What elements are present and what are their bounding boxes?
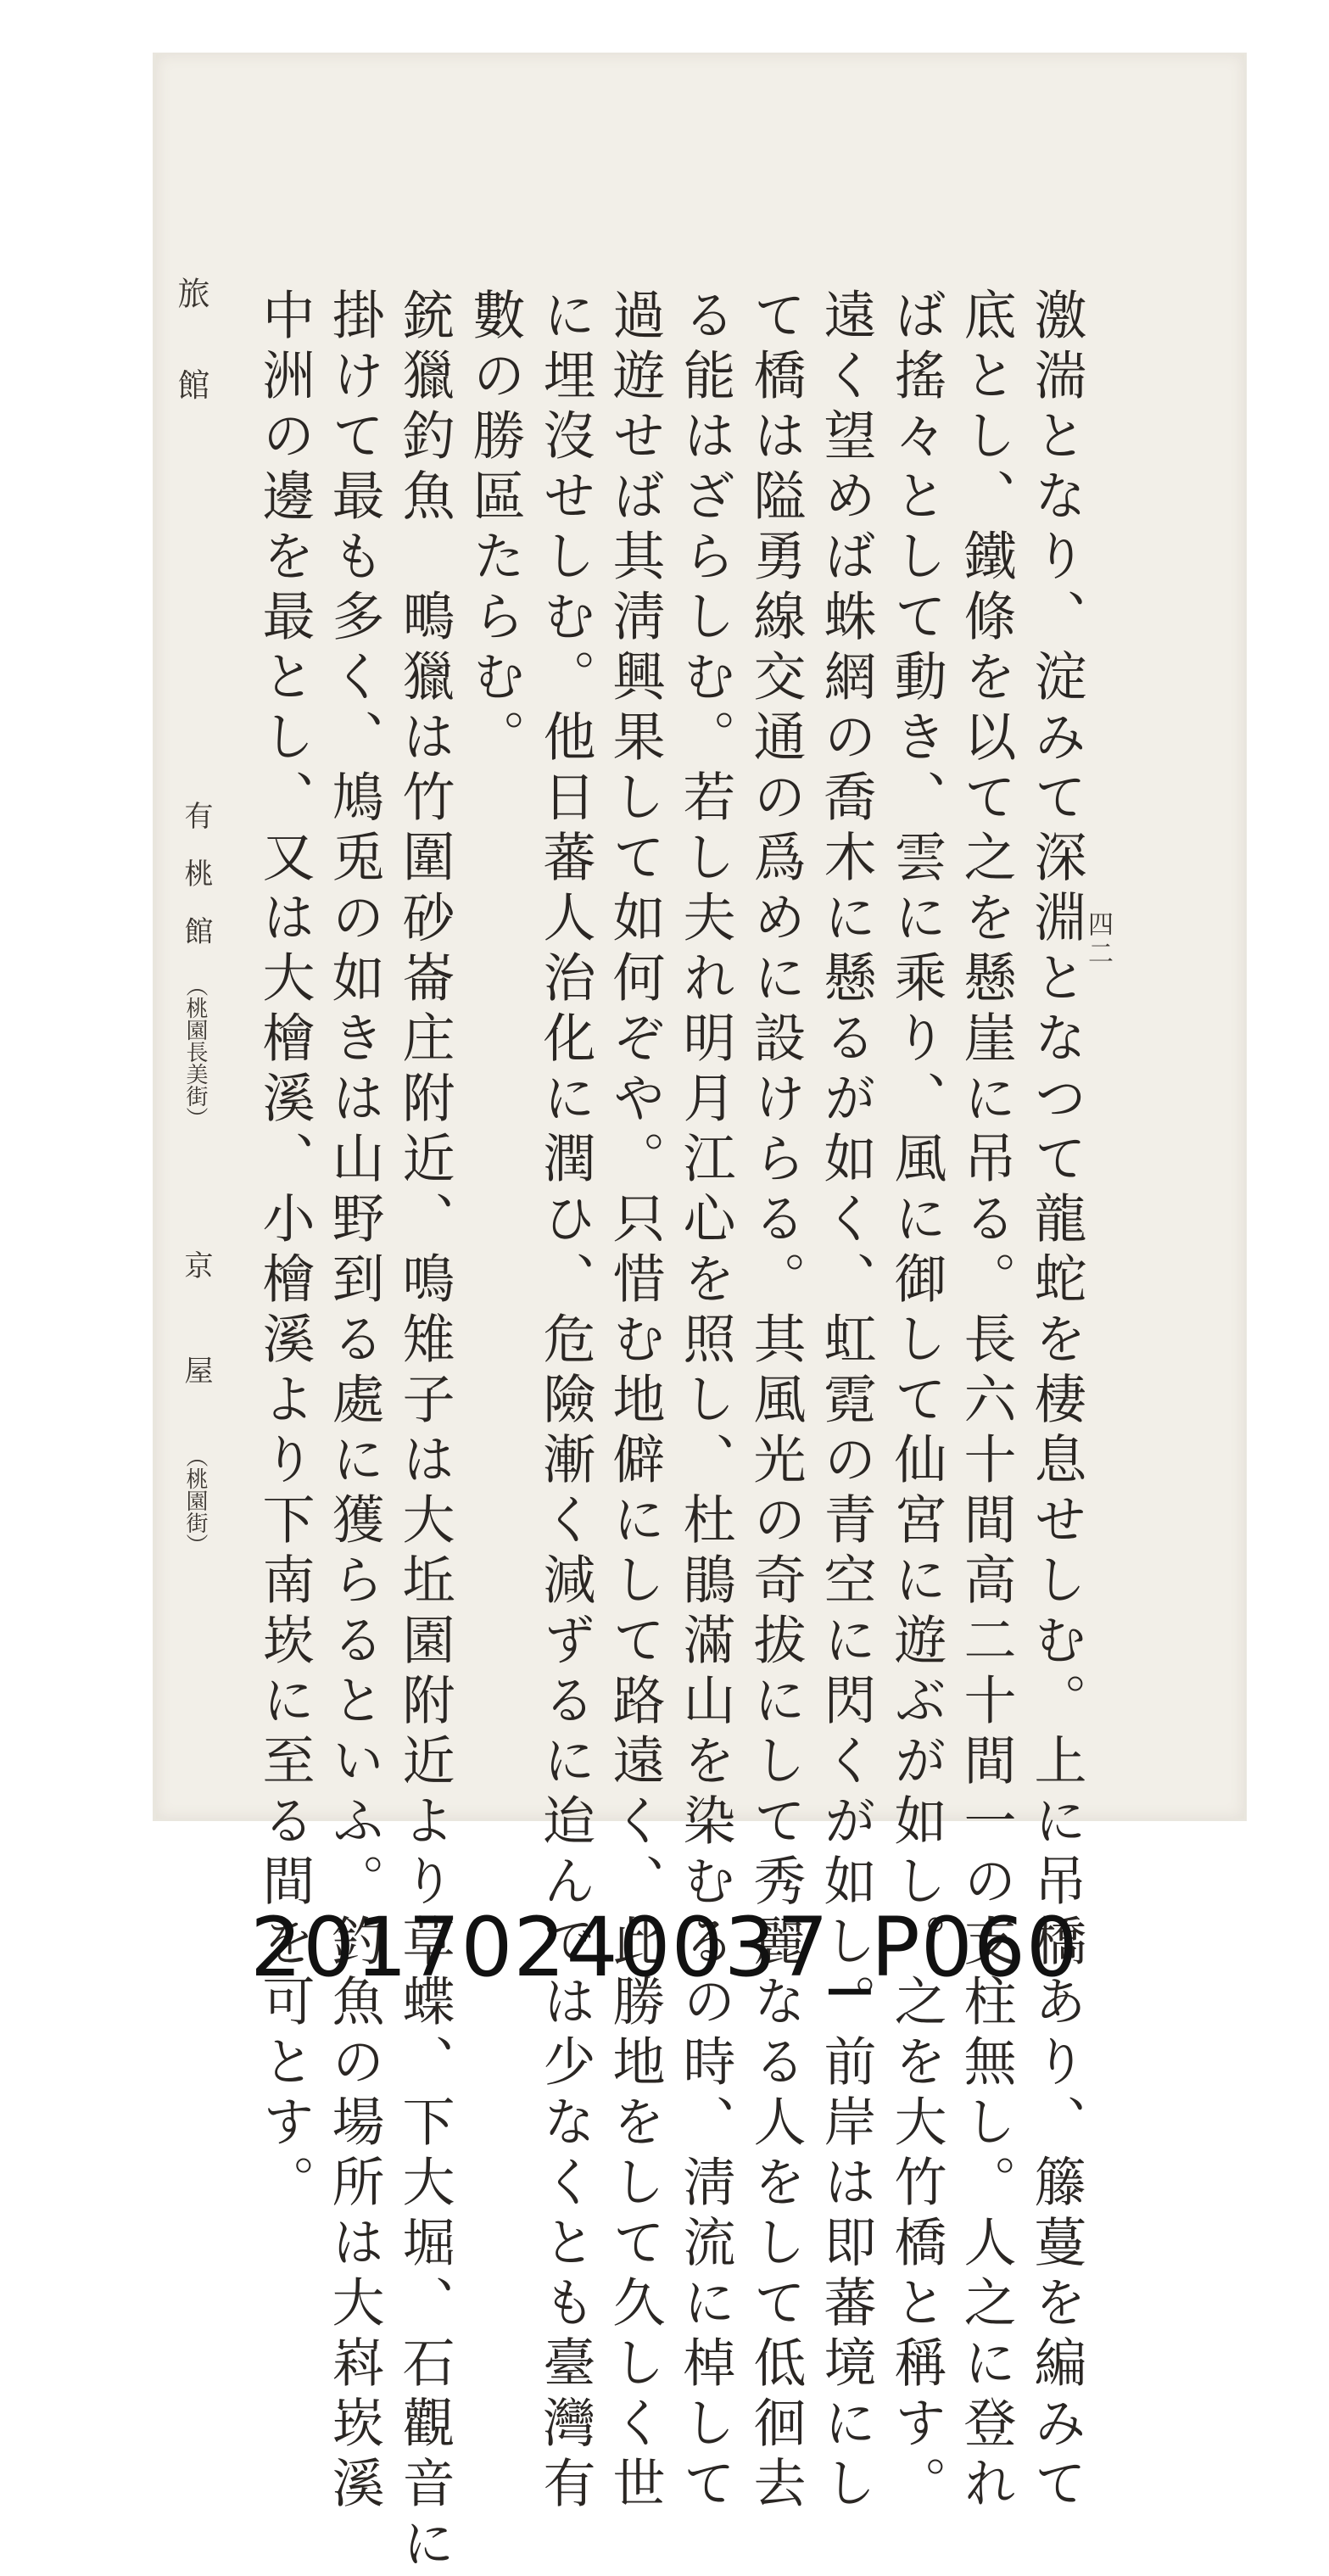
text-column: て橋は隘勇線交通の爲めに設けらる。其風光の奇拔にして秀麗なる人をして低徊去 (745, 288, 807, 2516)
inn-entry-name: 有桃館 (179, 801, 213, 974)
text-column: に埋沒せしむ。他日蕃人治化に潤ひ、危險漸く減ずるに迨んでは少なくとも臺灣有 (534, 288, 596, 2516)
catalog-number: 20170240037_P060 (250, 1900, 1079, 1995)
inn-entry-location: （桃園長美街） (182, 975, 208, 1129)
text-column: ば搖々として動き、雲に乘り、風に御して仙宮に遊ぶが如し。之を大竹橋と稱す。 (885, 288, 947, 2516)
section-heading: 旅館 (172, 277, 209, 460)
text-column: る能はざらしむ。若し夫れ明月江心を照し、杜鵑滿山を染むるの時、淸流に棹して (674, 288, 736, 2516)
text-column: 中洲の邊を最とし、又は大檜溪、小檜溪より下南崁に至る間を可とす。 (254, 288, 315, 2215)
text-column: 數の勝區たらむ。 (464, 288, 526, 769)
text-column: 激湍となり、淀みて深淵となつて龍蛇を棲息せしむ。上に吊橋あり、籐蔓を編みて (1025, 288, 1087, 2516)
text-column: 過遊せば其淸興果して如何ぞや。只惜む地僻にして路遠く、此勝地をして久しく世 (604, 288, 666, 2516)
text-column: 掛けて最も多く、鳩兎の如きは山野到る處に獲らるといふ。釣魚の場所は大嵙崁溪 (323, 288, 385, 2516)
text-column: 銃獵釣魚 鴫獵は竹圍砂崙庄附近、鳴雉子は大坵園附近より草蝶、下大堀、石觀音に (394, 288, 455, 2576)
text-column: 底とし、鐵條を以て之を懸崖に吊る。長六十間高二十間一の支柱無し。人之に登れ (955, 288, 1017, 2516)
inn-entry-location: （桃園街） (182, 1445, 208, 1556)
page-number: 四二 (1083, 911, 1113, 969)
inn-entry-name: 京屋 (179, 1250, 213, 1461)
text-column: 遠く望めば蛛網の喬木に懸るが如く、虹霓の青空に閃くが如し。前岸は即蕃境にし (815, 288, 877, 2516)
